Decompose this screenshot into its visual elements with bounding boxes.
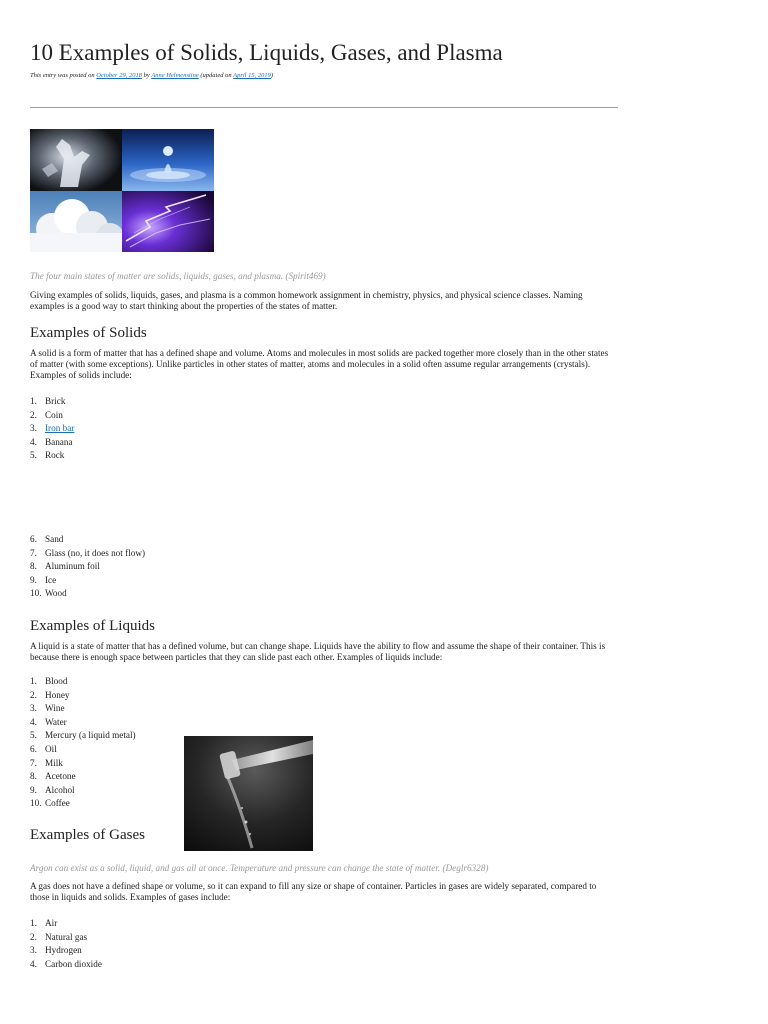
- meta-prefix: This entry was posted on: [30, 72, 97, 79]
- meta-updated-prefix: (updated on: [198, 72, 234, 79]
- list-item: 6. Oil: [30, 743, 57, 754]
- figure2-caption: Argon can exist as a solid, liquid, and gas all at once. Temperature and pressure can change the state of matter. (Deglr6328): [30, 863, 489, 873]
- updated-date-link[interactable]: April 15, 2019: [233, 72, 271, 79]
- list-item: 5. Rock: [30, 450, 65, 461]
- states-of-matter-image: [30, 129, 214, 252]
- list-item: 9. Alcohol: [30, 784, 75, 795]
- list-item: 3. Iron bar: [30, 423, 75, 434]
- list-item: 4. Carbon dioxide: [30, 958, 102, 969]
- argon-photo-svg: [184, 736, 313, 851]
- gases-list: [30, 917, 102, 971]
- post-meta: [30, 72, 273, 79]
- list-item: 2. Honey: [30, 689, 70, 700]
- list-item: 1. Blood: [30, 676, 68, 686]
- solids-heading: Examples of Solids: [30, 325, 147, 341]
- meta-by: by: [141, 72, 152, 79]
- list-item: 8. Acetone: [30, 771, 76, 782]
- liquids-paragraph: A liquid is a state of matter that has a defined volume, but can change shape. Liquids have the ability to flow and assume the shape of their container. This is because there is enough space between particles that they can slide past each other. Examples of liquids include:: [30, 641, 606, 662]
- page-title: 10 Examples of Solids, Liquids, Gases, and Plasma: [30, 40, 503, 65]
- gases-heading: Examples of Gases: [30, 827, 145, 843]
- header-divider: [30, 107, 618, 108]
- solids-paragraph: A solid is a form of matter that has a defined shape and volume. Atoms and molecules in most solids are packed together more closely than in the other states of matter (with some exceptions). Unlike particles in other states of matter, atoms and molecules in a solid often assume regular arrangements (crystals). Examples of solids include:: [30, 348, 609, 380]
- list-item: 10. Coffee: [30, 798, 70, 809]
- solids-list-part1: [30, 395, 74, 463]
- list-item: 9. Ice: [30, 574, 57, 585]
- solids-list-part2: [30, 533, 145, 601]
- list-item: 5. Mercury (a liquid metal): [30, 730, 136, 741]
- list-item: 2. Coin: [30, 409, 63, 420]
- gases-paragraph: A gas does not have a defined shape or volume, so it can expand to fill any size or shape of container. Particles in gases are widely separated, compared to those in liquids and solids. Examples of gases include:: [30, 881, 597, 902]
- liquids-heading: Examples of Liquids: [30, 618, 155, 634]
- author-link[interactable]: Anne Helmenstine: [151, 72, 199, 79]
- liquids-list: [30, 675, 136, 811]
- list-item: 10. Wood: [30, 588, 67, 599]
- posted-date-link[interactable]: October 29, 2018: [96, 72, 142, 79]
- water-droplet: [163, 146, 173, 156]
- list-item: 7. Glass (no, it does not flow): [30, 547, 146, 558]
- list-item: 6. Sand: [30, 534, 64, 544]
- list-item: 3. Wine: [30, 703, 65, 714]
- list-item: 4. Water: [30, 716, 67, 727]
- iron-bar-link[interactable]: Iron bar: [45, 423, 75, 434]
- states-collage-svg: [30, 129, 214, 252]
- list-item: 1. Air: [30, 918, 58, 928]
- list-item: 3. Hydrogen: [30, 945, 82, 956]
- plasma-quadrant: [122, 191, 214, 252]
- list-item: 2. Natural gas: [30, 931, 88, 942]
- list-item: 7. Milk: [30, 757, 63, 768]
- intro-paragraph: Giving examples of solids, liquids, gases, and plasma is a common homework assignment in chemistry, physics, and physical science classes. Naming examples is a good way to start thinking about the properties of the states of matter.: [30, 290, 583, 311]
- meta-suffix: ): [270, 72, 274, 79]
- list-item: 4. Banana: [30, 436, 73, 447]
- list-item: 8. Aluminum foil: [30, 561, 100, 572]
- figure1-caption: The four main states of matter are solids, liquids, gases, and plasma. (Spirit469): [30, 271, 326, 281]
- list-item: 1. Brick: [30, 396, 66, 406]
- argon-image: [184, 736, 313, 851]
